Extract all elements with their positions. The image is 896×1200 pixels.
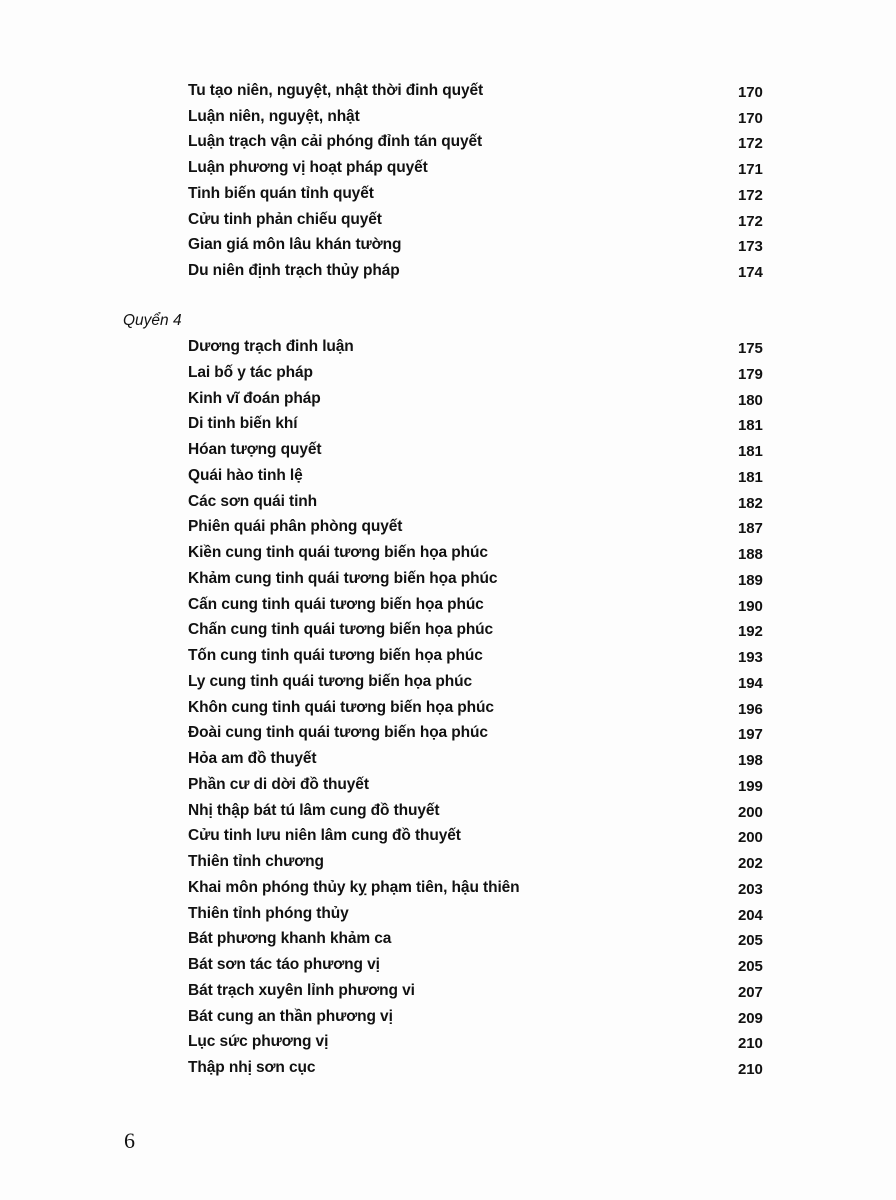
toc-entry-title: Quái hào tinh lệ xyxy=(188,466,303,484)
toc-entry[interactable] xyxy=(0,851,896,873)
toc-entry-title: Gian giá môn lâu khán tường xyxy=(188,236,402,254)
toc-entry-title: Các sơn quái tinh xyxy=(188,492,318,510)
toc-entry-title: Kiền cung tinh quái tương biến họa phúc xyxy=(188,544,488,561)
toc-entry[interactable] xyxy=(0,774,896,796)
toc-entry[interactable] xyxy=(0,336,896,358)
toc-entry-title: Luận phương vị hoạt pháp quyết xyxy=(188,159,428,177)
toc-entry[interactable] xyxy=(0,491,896,513)
toc-entry-title: Cửu tinh phản chiếu quyết xyxy=(188,210,382,228)
toc-entry[interactable] xyxy=(0,362,896,384)
toc-entry-page: 181 xyxy=(738,443,763,460)
toc-entry-title: Dương trạch đinh luận xyxy=(188,338,354,355)
toc-entry-page: 190 xyxy=(738,597,763,615)
toc-entry-title: Lai bố y tác pháp xyxy=(188,363,313,381)
toc-entry[interactable] xyxy=(0,697,896,719)
toc-entry-title: Tốn cung tinh quái tương biến họa phúc xyxy=(188,647,483,664)
toc-entry[interactable] xyxy=(0,1006,896,1028)
toc-entry[interactable] xyxy=(0,645,896,667)
toc-entry[interactable] xyxy=(0,209,896,231)
toc-entry[interactable] xyxy=(0,260,896,282)
toc-entry-title: Hỏa am đồ thuyết xyxy=(188,750,317,767)
toc-entry[interactable] xyxy=(0,413,896,435)
toc-entry-title: Khảm cung tinh quái tương biến họa phúc xyxy=(188,569,498,587)
toc-entry[interactable] xyxy=(0,671,896,693)
toc-entry-page: 196 xyxy=(738,700,763,718)
toc-entry-page: 181 xyxy=(738,468,763,486)
section-heading: Quyển 4 xyxy=(123,312,182,329)
toc-entry-page: 170 xyxy=(738,84,763,101)
toc-entry[interactable] xyxy=(0,1057,896,1079)
toc-entry[interactable] xyxy=(0,80,896,102)
toc-entry-title: Du niên định trạch thủy pháp xyxy=(188,261,400,279)
toc-entry-page: 180 xyxy=(738,391,763,409)
toc-entry-page: 193 xyxy=(738,649,763,666)
toc-entry-title: Cửu tinh lưu niên lâm cung đồ thuyết xyxy=(188,827,461,845)
toc-entry-title: Chấn cung tinh quái tương biến họa phúc xyxy=(188,621,494,639)
toc-entry[interactable] xyxy=(0,234,896,256)
toc-entry-page: 205 xyxy=(738,958,763,975)
toc-entry-title: Thập nhị sơn cục xyxy=(188,1059,316,1076)
toc-entry-title: Khôn cung tinh quái tương biến họa phúc xyxy=(188,698,494,716)
toc-entry[interactable] xyxy=(0,106,896,128)
toc-entry-page: 174 xyxy=(738,263,763,281)
toc-entry[interactable] xyxy=(0,825,896,847)
toc-entry-title: Đoài cung tinh quái tương biến họa phúc xyxy=(188,724,488,742)
toc-entry-page: 202 xyxy=(738,855,763,872)
toc-entry-page: 181 xyxy=(738,417,763,435)
toc-entry[interactable] xyxy=(0,903,896,925)
toc-entry-title: Tinh biến quán tỉnh quyết xyxy=(188,184,374,202)
toc-entry[interactable] xyxy=(0,157,896,179)
toc-entry[interactable] xyxy=(0,800,896,822)
toc-entry-title: Phiên quái phân phòng quyết xyxy=(188,518,403,536)
toc-entry-page: 207 xyxy=(738,983,763,1001)
toc-entry[interactable] xyxy=(0,439,896,461)
toc-entry-page: 171 xyxy=(738,161,763,179)
toc-entry[interactable] xyxy=(0,1031,896,1053)
toc-entry-page: 198 xyxy=(738,752,763,769)
toc-entry[interactable] xyxy=(0,516,896,538)
toc-entry-title: Kinh vĩ đoán pháp xyxy=(188,389,321,407)
toc-entry-page: 179 xyxy=(738,365,763,383)
toc-entry-page: 182 xyxy=(738,494,763,512)
toc-entry-page: 194 xyxy=(738,674,763,692)
toc-entry-page: 172 xyxy=(738,212,763,230)
toc-entry-page: 173 xyxy=(738,238,763,256)
toc-entry-page: 192 xyxy=(738,623,763,641)
toc-entry-page: 175 xyxy=(738,340,763,357)
toc-entry-page: 204 xyxy=(738,906,763,924)
page-number: 6 xyxy=(124,1128,135,1153)
toc-entry-page: 209 xyxy=(738,1009,763,1027)
toc-entry-page: 203 xyxy=(738,880,763,898)
toc-entry[interactable] xyxy=(0,928,896,950)
toc-entry-title: Ly cung tinh quái tương biến họa phúc xyxy=(188,672,473,690)
toc-entry[interactable] xyxy=(0,722,896,744)
toc-entry-page: 200 xyxy=(738,829,763,847)
toc-entry-page: 172 xyxy=(738,186,763,204)
toc-entry[interactable] xyxy=(0,954,896,976)
toc-entry[interactable] xyxy=(0,980,896,1002)
toc-entry[interactable] xyxy=(0,388,896,410)
toc-entry[interactable] xyxy=(0,568,896,590)
toc-entry[interactable] xyxy=(0,183,896,205)
toc-entry[interactable] xyxy=(0,877,896,899)
toc-entry-page: 210 xyxy=(738,1061,763,1078)
toc-entry-title: Di tinh biến khí xyxy=(188,415,298,433)
toc-entry-page: 210 xyxy=(738,1035,763,1053)
toc-entry-title: Luận trạch vận cải phóng đỉnh tán quyết xyxy=(188,133,483,151)
toc-entry-title: Khai môn phóng thủy kỵ phạm tiên, hậu thiên xyxy=(188,878,520,896)
toc-entry-page: 200 xyxy=(738,803,763,821)
toc-entry-title: Bát phương khanh khảm ca xyxy=(188,930,392,948)
toc-entry-page: 205 xyxy=(738,932,763,950)
toc-entry-page: 170 xyxy=(738,109,763,127)
toc-entry-page: 187 xyxy=(738,520,763,538)
toc-entry-title: Tu tạo niên, nguyệt, nhật thời đinh quyết xyxy=(188,82,484,99)
toc-entry-title: Bát cung an thần phương vị xyxy=(188,1007,393,1025)
toc-entry-title: Phần cư di dời đồ thuyết xyxy=(188,775,369,793)
toc-entry-title: Luận niên, nguyệt, nhật xyxy=(188,107,360,125)
toc-entry[interactable] xyxy=(0,748,896,770)
toc-entry[interactable] xyxy=(0,619,896,641)
toc-entry-page: 172 xyxy=(738,135,763,153)
toc-entry-title: Bát sơn tác táo phương vị xyxy=(188,956,380,973)
toc-entry-title: Nhị thập bát tú lâm cung đồ thuyết xyxy=(188,801,440,819)
toc-entry[interactable] xyxy=(0,465,896,487)
toc-entry-page: 189 xyxy=(738,571,763,589)
toc-entry-title: Cấn cung tinh quái tương biến họa phúc xyxy=(188,595,484,613)
toc-entry-page: 199 xyxy=(738,777,763,795)
toc-entry[interactable] xyxy=(0,542,896,564)
toc-entry-title: Thiên tỉnh phóng thủy xyxy=(188,904,349,922)
toc-entry[interactable] xyxy=(0,594,896,616)
toc-entry[interactable] xyxy=(0,131,896,153)
toc-entry-title: Thiên tỉnh chương xyxy=(188,853,324,870)
toc-entry-page: 197 xyxy=(738,726,763,744)
toc-entry-title: Lục sức phương vị xyxy=(188,1033,329,1051)
toc-entry-title: Hóan tượng quyết xyxy=(188,441,322,458)
toc-entry-title: Bát trạch xuyên lỉnh phương vi xyxy=(188,981,415,999)
toc-entry-page: 188 xyxy=(738,546,763,563)
